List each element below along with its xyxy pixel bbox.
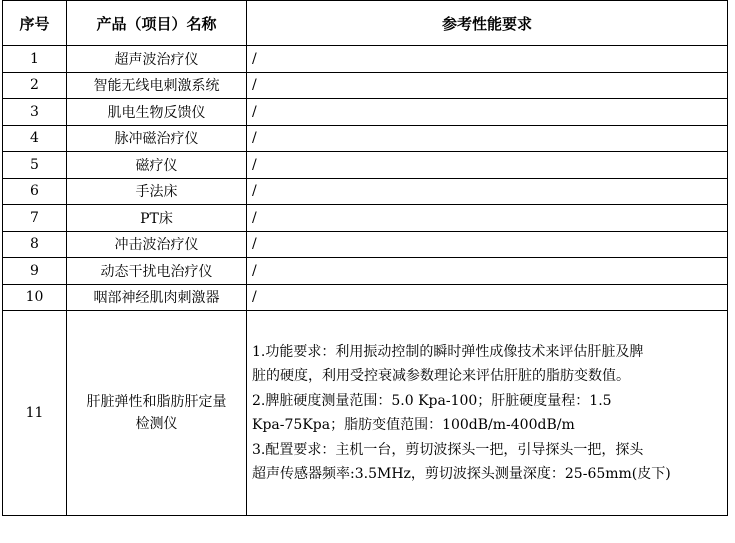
product-name-line: 肝脏弹性和脂肪肝定量 (86, 394, 227, 410)
performance-requirement: / (247, 284, 728, 311)
row-number: 8 (3, 231, 67, 258)
requirement-line: 3.配置要求：主机一台，剪切波探头一把，引导探头一把，探头 (252, 441, 644, 458)
table-row (3, 152, 728, 179)
requirement-line: Kpa-75Kpa；脂肪变值范围：100dB/m-400dB/m (252, 417, 575, 433)
performance-requirement (247, 311, 728, 516)
product-name: 手法床 (67, 178, 247, 205)
table-row (3, 205, 728, 232)
table-row (3, 258, 728, 285)
row-number: 2 (3, 72, 67, 99)
table-row (3, 178, 728, 205)
product-name: 磁疗仪 (67, 152, 247, 179)
row-number: 7 (3, 205, 67, 232)
table-row (3, 99, 728, 126)
row-number: 6 (3, 178, 67, 205)
product-name: 超声波治疗仪 (67, 46, 247, 73)
performance-requirement: / (247, 231, 728, 258)
product-name: 冲击波治疗仪 (67, 231, 247, 258)
product-name-line: 检测仪 (135, 416, 178, 432)
row-number: 10 (3, 284, 67, 311)
table-row (3, 231, 728, 258)
performance-requirement: / (247, 152, 728, 179)
requirements-table (2, 0, 728, 516)
header-requirements: 参考性能要求 (247, 1, 728, 46)
product-name: 智能无线电刺激系统 (67, 72, 247, 99)
row-number: 5 (3, 152, 67, 179)
row-number: 1 (3, 46, 67, 73)
row-number: 3 (3, 99, 67, 126)
product-name: 动态干扰电治疗仪 (67, 258, 247, 285)
header-row (3, 1, 728, 46)
performance-requirement: / (247, 125, 728, 152)
performance-requirement: / (247, 72, 728, 99)
table-row (3, 284, 728, 311)
table-row (3, 46, 728, 73)
performance-requirement: / (247, 99, 728, 126)
product-name: PT床 (67, 205, 247, 232)
performance-requirement: / (247, 46, 728, 73)
product-name: 肌电生物反馈仪 (67, 99, 247, 126)
requirement-line: 1.功能要求：利用振动控制的瞬时弹性成像技术来评估肝脏及脾 (252, 343, 644, 360)
requirement-line: 2.脾脏硬度测量范围：5.0 Kpa-100；肝脏硬度量程：1.5 (252, 392, 612, 409)
table-row (3, 72, 728, 99)
row-number: 4 (3, 125, 67, 152)
performance-requirement: / (247, 178, 728, 205)
header-number: 序号 (3, 1, 67, 46)
table-row-11 (3, 311, 728, 516)
row-number: 9 (3, 258, 67, 285)
product-name (67, 311, 247, 516)
product-name: 咽部神经肌肉刺激器 (67, 284, 247, 311)
requirement-line: 超声传感器频率:3.5MHz，剪切波探头测量深度：25-65mm(皮下) (252, 466, 671, 482)
table-row (3, 125, 728, 152)
header-product-name: 产品（项目）名称 (67, 1, 247, 46)
requirement-line: 脏的硬度，利用受控衰减参数理论来评估肝脏的脂肪变数值。 (252, 368, 630, 384)
product-name: 脉冲磁治疗仪 (67, 125, 247, 152)
performance-requirement: / (247, 205, 728, 232)
row-number: 11 (3, 311, 67, 516)
performance-requirement: / (247, 258, 728, 285)
